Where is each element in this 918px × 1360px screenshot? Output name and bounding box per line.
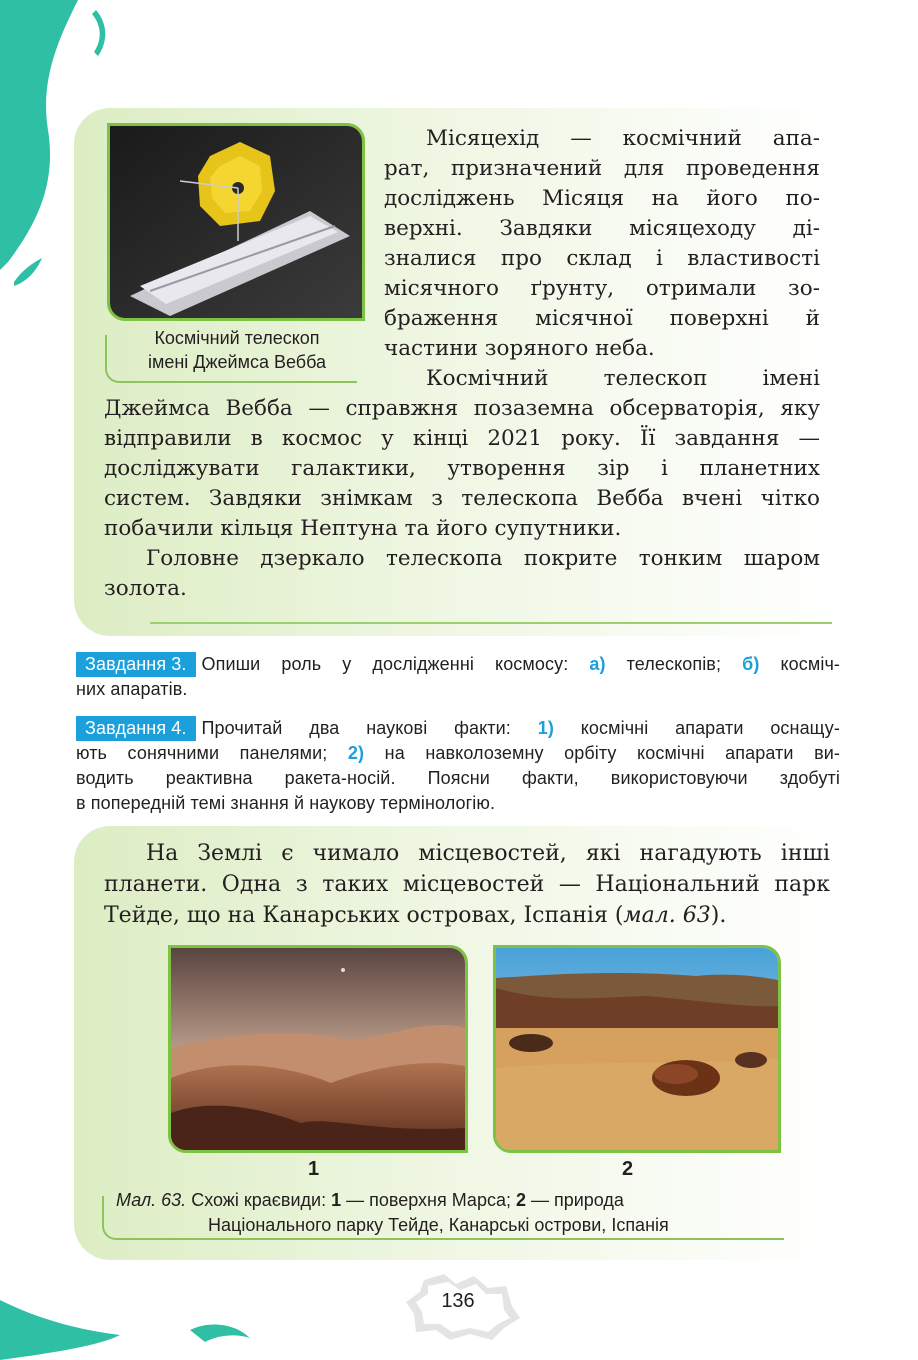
figure-number-1: 1: [308, 1158, 320, 1180]
text-line: Космічний телескоп імені: [426, 366, 820, 391]
text-line: місячного ґрунту, отримали зо-: [384, 276, 820, 301]
teide-paragraph: [104, 838, 830, 931]
task-marker: 1): [537, 718, 554, 738]
figure-number-2: 2: [622, 1158, 634, 1180]
task-marker: а): [589, 654, 606, 674]
task-line: [76, 716, 840, 741]
task-text: косміч-: [759, 654, 841, 674]
text-line: Джеймса Вебба — справжня позаземна обсерваторія, яку: [104, 396, 820, 421]
caption-line: Космічний телескоп: [154, 328, 320, 348]
task-text: на навколоземну орбіту космічні апарати ви-: [364, 743, 840, 763]
text-line: Головне дзеркало телескопа покрите тонким шаром: [146, 546, 820, 571]
task-marker: 2): [347, 743, 365, 763]
caption-marker: 2: [515, 1190, 526, 1210]
task-text: Прочитай два наукові факти:: [201, 718, 538, 738]
text-line: браження місячної поверхні й: [384, 306, 820, 331]
task-3-label: Завдання 3.: [76, 652, 196, 677]
text-line: досліджень Місяця на його по-: [384, 186, 820, 211]
telescope-photo: [107, 123, 365, 321]
text-line: [104, 900, 830, 931]
text-line: побачили кільця Нептуна та його супутники.: [104, 516, 622, 541]
task-text: Опиши роль у дослідженні космосу:: [201, 654, 590, 674]
text-line: верхні. Завдяки місяцеходу ді-: [384, 216, 820, 241]
task-4-label: Завдання 4.: [76, 716, 196, 741]
task-text: телескопів;: [605, 654, 743, 674]
mars-photo: [168, 945, 468, 1153]
text-line: частини зоряного неба.: [384, 336, 655, 361]
telescope-caption: [112, 326, 362, 374]
caption-text: Схожі краєвиди:: [186, 1190, 332, 1210]
text-span: ).: [710, 903, 727, 928]
task-line: в попередній темі знання й наукову термінологію.: [76, 793, 496, 813]
text-line: досліджувати галактики, утворення зір і планетних: [104, 456, 820, 481]
task-line: [76, 652, 840, 677]
panel-divider: [150, 622, 832, 624]
task-3: [76, 652, 840, 702]
text-line: систем. Завдяки знімкам з телескопа Вебба вчені чітко: [104, 486, 820, 511]
task-4: [76, 716, 840, 816]
task-line: них апаратів.: [76, 679, 188, 699]
figure-caption: [116, 1188, 796, 1238]
caption-line: Національного парку Тейде, Канарські острови, Іспанія: [208, 1215, 669, 1235]
text-span: Тейде, що на Канарських островах, Іспанія (: [104, 903, 624, 928]
text-line: Місяцехід — космічний апа-: [426, 126, 820, 151]
caption-line: [116, 1188, 796, 1213]
text-line: золота.: [104, 576, 187, 601]
page-number: 136: [441, 1290, 475, 1312]
text-line: відправили в космос у кінці 2021 року. Її завдання —: [104, 426, 820, 451]
caption-line: імені Джеймса Вебба: [147, 352, 327, 372]
task-text: ють сонячними панелями;: [76, 743, 348, 763]
text-line: рат, призначений для проведення: [384, 156, 820, 181]
caption-text: — природа: [525, 1190, 624, 1210]
figure-label: Мал. 63.: [116, 1190, 187, 1210]
task-text: космічні апарати оснащу-: [553, 718, 840, 738]
figure-reference: мал. 63: [623, 903, 711, 928]
lunokhod-paragraph: [384, 124, 820, 394]
task-line: [76, 741, 840, 766]
task-marker: б): [742, 654, 760, 674]
bottom-decoration: [0, 1290, 260, 1360]
webb-paragraph: [104, 394, 820, 604]
task-line: водить реактивна ракета-носій. Поясни факти, використовуючи здобуті: [76, 768, 840, 788]
caption-text: — поверхня Марса;: [341, 1190, 516, 1210]
teide-photo: [493, 945, 781, 1153]
text-line: На Землі є чимало місцевостей, які нагадують інші: [146, 841, 830, 866]
text-line: планети. Одна з таких місцевостей — Національний парк: [104, 872, 830, 897]
text-line: зналися про склад і властивості: [384, 246, 820, 271]
caption-marker: 1: [331, 1190, 342, 1210]
